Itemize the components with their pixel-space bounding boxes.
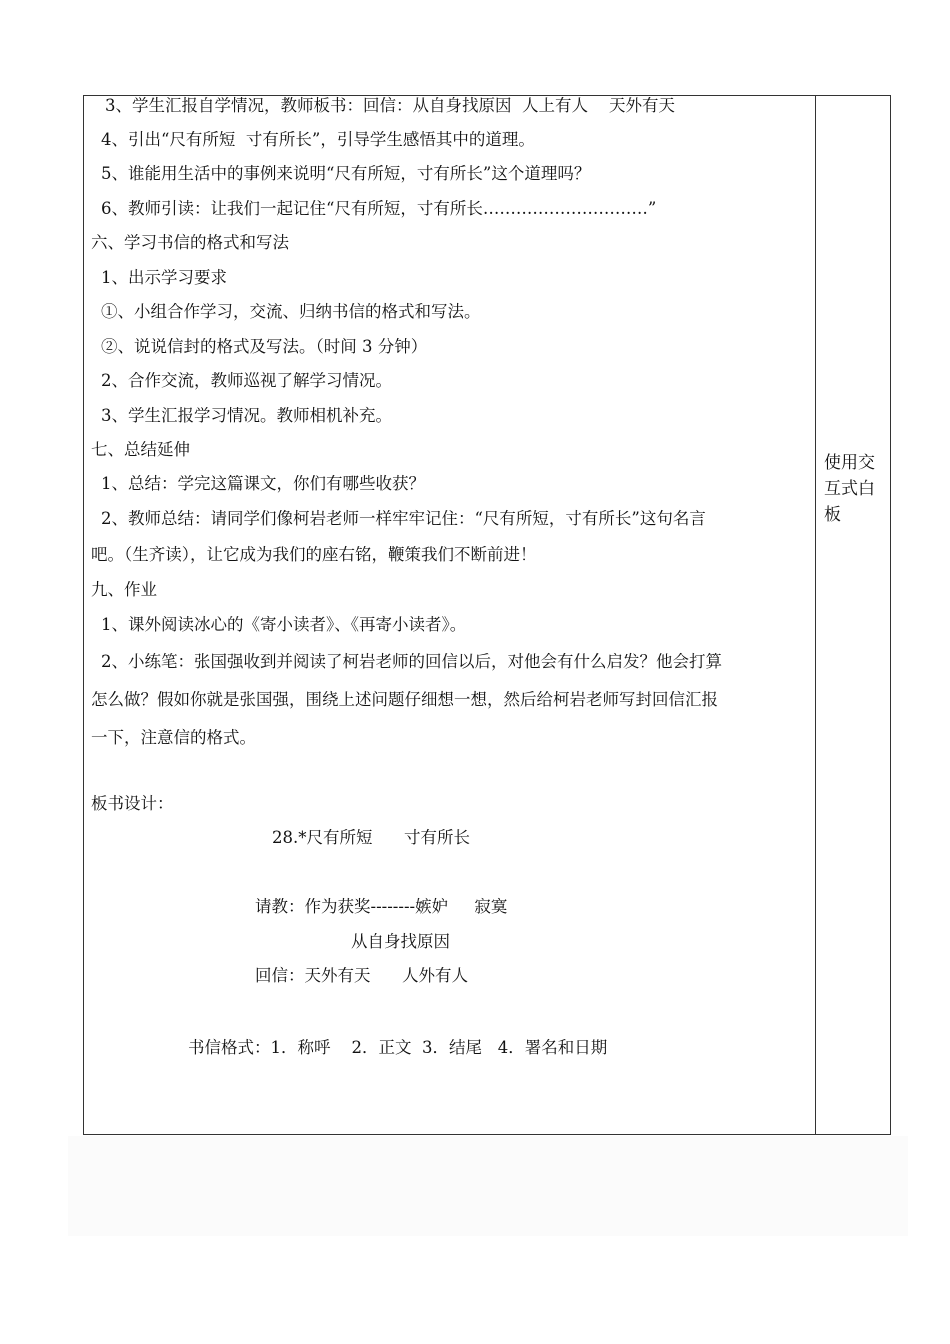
text-line: 3、学生汇报学习情况。教师相机补充。 <box>101 406 392 425</box>
text-line: 1、总结：学完这篇课文，你们有哪些收获？ <box>101 474 425 493</box>
text-line: 一下，注意信的格式。 <box>91 728 256 747</box>
text-line: 3、学生汇报自学情况，教师板书：回信：从自身找原因 人上有人 天外有天 <box>105 96 675 115</box>
text-line: 1、出示学习要求 <box>101 268 227 287</box>
column-divider <box>815 95 816 1135</box>
board-line: 回信：天外有天 人外有人 <box>255 966 468 985</box>
text-line: ②、说说信封的格式及写法。（时间 3 分钟） <box>101 337 428 356</box>
board-heading: 板书设计： <box>91 794 174 813</box>
text-line: 4、引出“尺有所短 寸有所长”，引导学生感悟其中的道理。 <box>101 130 535 149</box>
board-title: 28.*尺有所短 寸有所长 <box>272 828 470 847</box>
text-line: 2、教师总结：请同学们像柯岩老师一样牢牢记住：“尺有所短，寸有所长”这句名言 <box>101 509 706 528</box>
letter-format: 书信格式：1．称呼 2．正文 3．结尾 4．署名和日期 <box>188 1038 608 1057</box>
board-line: 请教：作为获奖--------嫉妒 寂寞 <box>255 897 508 916</box>
section-heading: 七、总结延伸 <box>91 440 190 459</box>
section-heading: 六、学习书信的格式和写法 <box>91 233 289 252</box>
text-line: 2、小练笔：张国强收到并阅读了柯岩老师的回信以后，对他会有什么启发？他会打算 <box>101 652 722 671</box>
text-line: 5、谁能用生活中的事例来说明“尺有所短，寸有所长”这个道理吗？ <box>101 164 591 183</box>
side-note: 使用交互式白板 <box>824 453 875 525</box>
text-line: 6、教师引读：让我们一起记住“尺有所短，寸有所长…………………………” <box>101 199 657 218</box>
text-line: 吧。（生齐读），让它成为我们的座右铭，鞭策我们不断前进！ <box>91 545 537 564</box>
board-line: 从自身找原因 <box>351 932 450 951</box>
section-heading: 九、作业 <box>91 580 157 599</box>
text-line: 怎么做？假如你就是张国强，围绕上述问题仔细想一想，然后给柯岩老师写封回信汇报 <box>91 690 718 709</box>
text-line: 2、合作交流，教师巡视了解学习情况。 <box>101 371 392 390</box>
text-line: ①、小组合作学习，交流、归纳书信的格式和写法。 <box>101 302 481 321</box>
page-shadow <box>68 1136 908 1236</box>
text-line: 1、课外阅读冰心的《寄小读者》、《再寄小读者》。 <box>101 615 467 634</box>
